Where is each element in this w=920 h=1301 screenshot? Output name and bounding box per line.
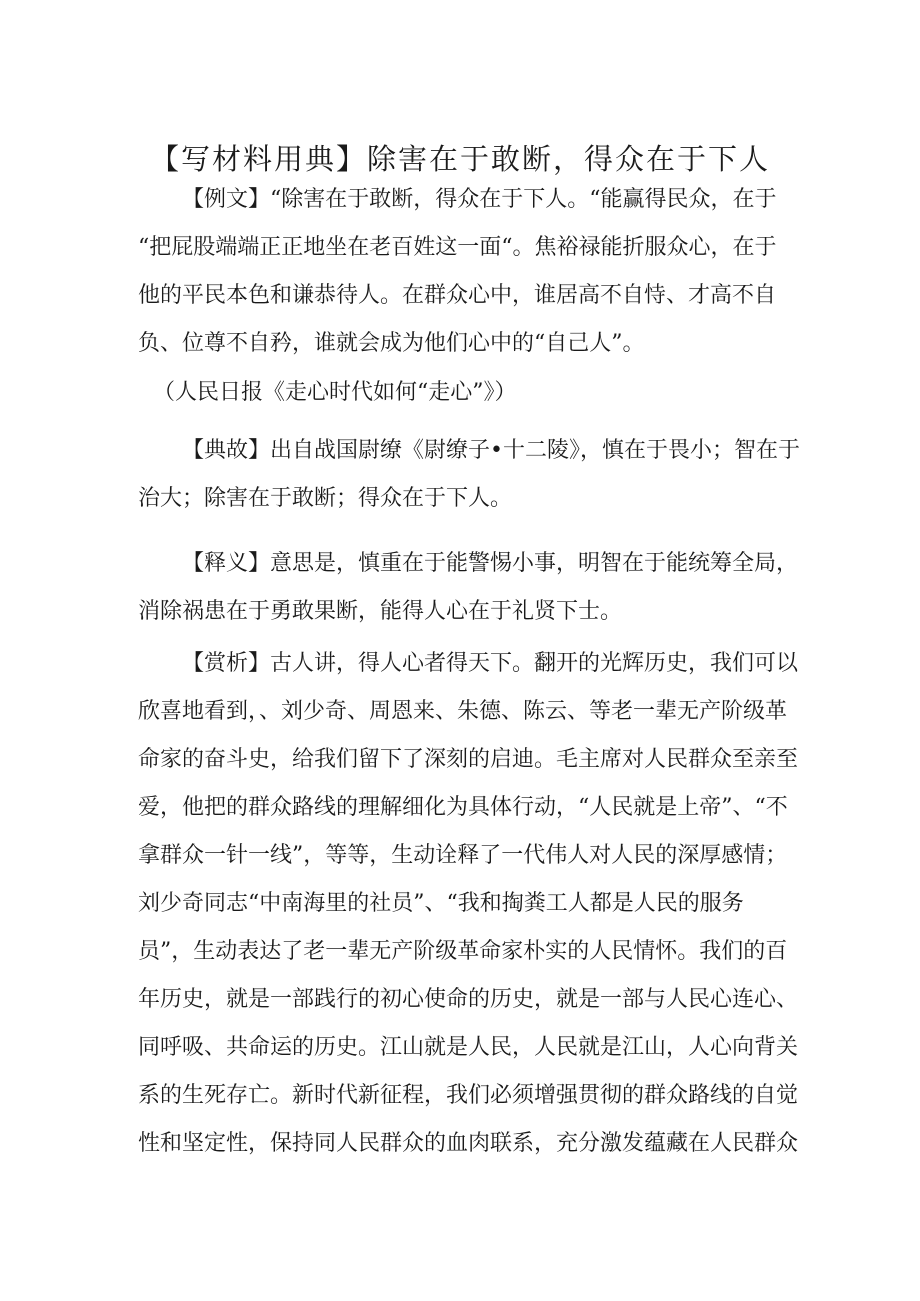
meaning-paragraph bbox=[138, 540, 798, 636]
appreciation-line: 性和坚定性，保持同人民群众的血肉联系，充分激发蕴藏在人民群众 bbox=[138, 1131, 799, 1156]
meaning-line: 【释义】意思是，慎重在于能警惕小事，明智在于能统筹全局， bbox=[182, 551, 799, 576]
example-line: 【例文】“除害在于敢断，得众在于下人。“能赢得民众，在于 bbox=[182, 187, 777, 212]
appreciation-line: 拿群众一针一线”，等等，生动诠释了一代伟人对人民的深厚感情； bbox=[138, 843, 788, 868]
example-source: （人民日报《走心时代如何“走心”》） bbox=[153, 380, 517, 405]
appreciation-line: 刘少奇同志“中南海里的社员”、“我和掏粪工人都是人民的服务 bbox=[138, 891, 744, 916]
appreciation-line: 同呼吸、共命运的历史。江山就是人民，人民就是江山，人心向背关 bbox=[138, 1035, 799, 1060]
allusion-line: 【典故】出自战国尉缭《尉缭子•十二陵》，慎在于畏小；智在于 bbox=[182, 438, 800, 463]
appreciation-paragraph bbox=[138, 640, 798, 1168]
meaning-line: 消除祸患在于勇敢果断，能得人心在于礼贤下士。 bbox=[138, 599, 623, 624]
example-line: 他的平民本色和谦恭待人。在群众心中，谁居高不自恃、才高不自 bbox=[138, 283, 777, 308]
appreciation-line: 员”，生动表达了老一辈无产阶级革命家朴实的人民情怀。我们的百 bbox=[138, 939, 788, 964]
appreciation-line: 系的生死存亡。新时代新征程，我们必须增强贯彻的群众路线的自觉 bbox=[138, 1083, 799, 1108]
example-paragraph bbox=[138, 176, 798, 368]
example-line: “把屁股端端正正地坐在老百姓这一面“。焦裕禄能折服众心，在于 bbox=[138, 235, 777, 260]
allusion-line: 治大；除害在于敢断；得众在于下人。 bbox=[138, 486, 513, 511]
example-line: 负、位尊不自矜，谁就会成为他们心中的“自己人”。 bbox=[138, 331, 645, 356]
appreciation-line: 欣喜地看到，、刘少奇、周恩来、朱德、陈云、等老一辈无产阶级革 bbox=[138, 699, 788, 724]
appreciation-line: 命家的奋斗史，给我们留下了深刻的启迪。毛主席对人民群众至亲至 bbox=[138, 747, 799, 772]
document-title: 【写材料用典】除害在于敢断，得众在于下人 bbox=[149, 142, 770, 177]
appreciation-line: 爱，他把的群众路线的理解细化为具体行动，“人民就是上帝”、“不 bbox=[138, 795, 788, 820]
appreciation-line: 年历史，就是一部践行的初心使命的历史，就是一部与人民心连心、 bbox=[138, 987, 799, 1012]
appreciation-line: 【赏析】古人讲，得人心者得天下。翻开的光辉历史，我们可以 bbox=[182, 651, 799, 676]
allusion-paragraph bbox=[138, 427, 798, 523]
